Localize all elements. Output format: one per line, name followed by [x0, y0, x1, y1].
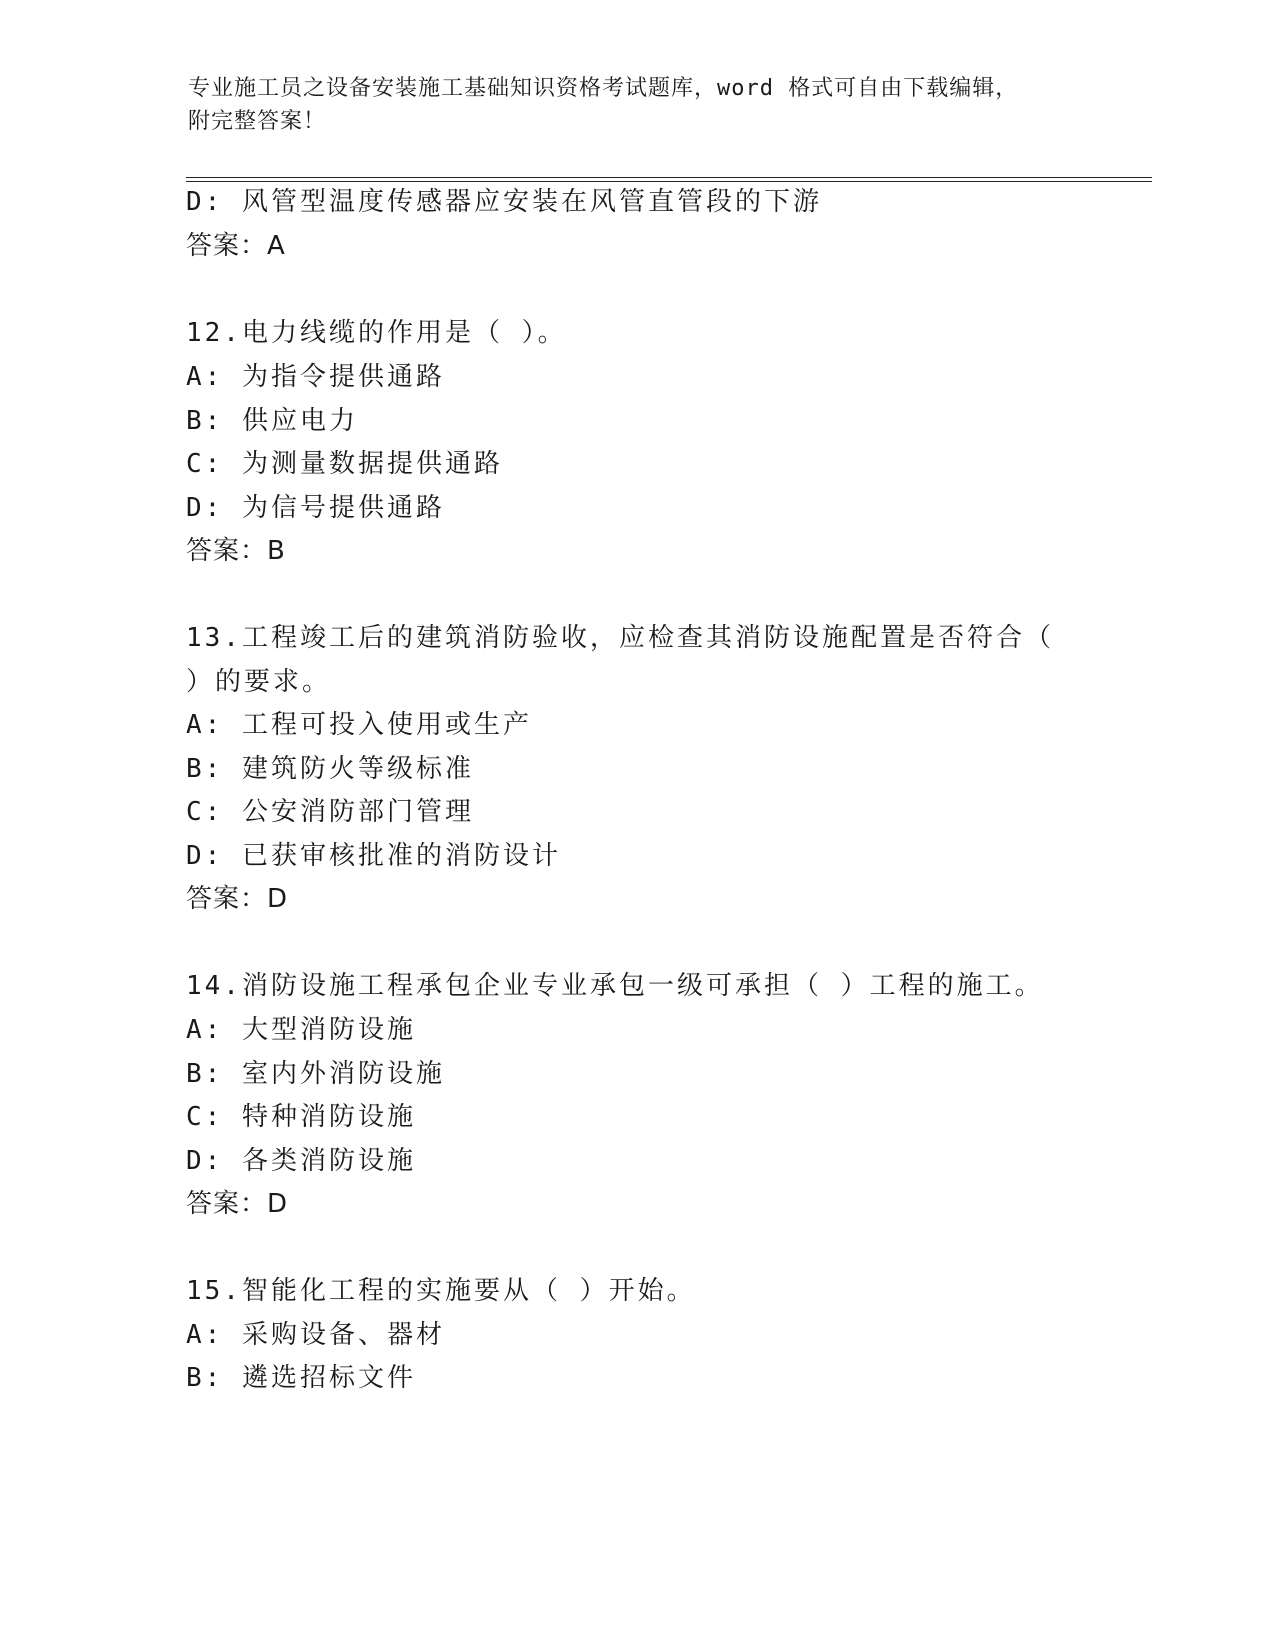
q12-option-c: C: 为测量数据提供通路 — [186, 449, 503, 479]
q12-stem: 12.电力线缆的作用是（ ）。 — [186, 318, 567, 348]
document-header — [188, 72, 1088, 138]
q14-stem: 14.消防设施工程承包企业专业承包一级可承担（ ）工程的施工。 — [186, 971, 1044, 1001]
q14-option-a: A: 大型消防设施 — [186, 1015, 416, 1045]
q13-answer: 答案：D — [186, 884, 289, 914]
q14-option-c: C: 特种消防设施 — [186, 1102, 416, 1132]
header-line-2: 附完整答案！ — [188, 109, 327, 134]
q15-option-b: B: 遴选招标文件 — [186, 1363, 416, 1393]
q14-answer: 答案：D — [186, 1189, 289, 1219]
q15-stem: 15.智能化工程的实施要从（ ）开始。 — [186, 1276, 696, 1306]
q13-option-c: C: 公安消防部门管理 — [186, 797, 474, 827]
q13-stem-line-1: 13.工程竣工后的建筑消防验收，应检查其消防设施配置是否符合（ — [186, 623, 1054, 653]
q13-stem-line-2: ）的要求。 — [186, 667, 332, 697]
header-divider — [186, 177, 1152, 182]
q13-option-b: B: 建筑防火等级标准 — [186, 754, 474, 784]
q15-option-a: A: 采购设备、器材 — [186, 1320, 445, 1350]
q14-option-b: B: 室内外消防设施 — [186, 1059, 445, 1089]
header-line-1: 专业施工员之设备安装施工基础知识资格考试题库，word 格式可自由下载编辑， — [188, 76, 1019, 101]
q12-option-a: A: 为指令提供通路 — [186, 362, 445, 392]
q11-option-d: D: 风管型温度传感器应安装在风管直管段的下游 — [186, 187, 822, 217]
q13-option-d: D: 已获审核批准的消防设计 — [186, 841, 561, 871]
q14-option-d: D: 各类消防设施 — [186, 1146, 416, 1176]
q12-option-b: B: 供应电力 — [186, 406, 358, 436]
q12-option-d: D: 为信号提供通路 — [186, 493, 445, 523]
q12-answer: 答案：B — [186, 536, 286, 566]
q11-answer: 答案：A — [186, 231, 286, 261]
q13-option-a: A: 工程可投入使用或生产 — [186, 710, 532, 740]
